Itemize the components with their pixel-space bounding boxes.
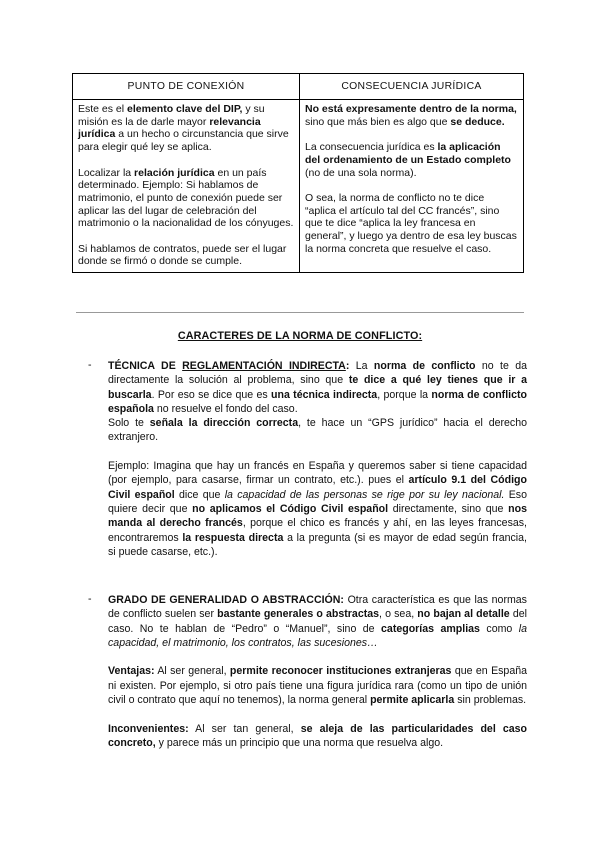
bullet-1: - — [88, 359, 92, 371]
left-paragraph-2: Localizar la relación jurídica en un país determinado. Ejemplo: Si hablamos de matrimonio, el punto de conexión puede ser aplicar las del lugar de celebración del matrimonio o la nacionalidad de los cónyuges. — [78, 166, 294, 230]
right-paragraph-3: O sea, la norma de conflicto no te dice “aplica el artículo tal del CC francés”, sino que te dice “aplica la ley francesa en general”, y luego ya dentro de esa ley buscas la norma concreta que resuelve el caso. — [305, 191, 517, 255]
item1-paragraph-1: TÉCNICA DE REGLAMENTACIÓN INDIRECTA: La norma de conflicto no te da directamente la solución al problema, sino que te dice a qué ley tienes que ir a buscarla. Por eso se dice que es una técnica indirecta, porque la norma de conflicto española no resuelve el fondo del caso. — [108, 360, 527, 415]
section-divider — [76, 312, 524, 313]
table-header-row — [73, 74, 524, 100]
header-consecuencia-juridica: CONSECUENCIA JURÍDICA — [300, 74, 524, 100]
left-paragraph-1: Este es el elemento clave del DIP, y su misión es la de darle mayor relevancia jurídica a un hecho o circunstancia que sirve para elegir qué ley se aplica. — [78, 103, 289, 154]
item2-ventajas: Ventajas: Al ser general, permite reconocer instituciones extranjeras que en España ni existen. Por ejemplo, si otro país tiene una figura jurídica rara (como un tipo de unión civil o contrato que aquí no tenemos), la norma general permite aplicarla sin problemas. — [108, 665, 528, 707]
right-paragraph-1: No está expresamente dentro de la norma, sino que más bien es algo que se deduce. — [305, 103, 517, 128]
item2-label: GRADO DE GENERALIDAD O ABSTRACCIÓN: — [108, 594, 344, 606]
item1-paragraph-3: Ejemplo: Imagina que hay un francés en España y queremos saber si tiene capacidad (por ejemplo, para casarse, firmar un contrato, etc.). pues el artículo 9.1 del Código Civil español dice que la capacidad de las personas se rige por su ley nacional. Eso quiere decir que no aplicamos el Código Civil español directamente, sino que nos manda al derecho francés, porque el chico es francés y ahí, en las leyes francesas, encontraremos la respuesta directa a la pregunta (si es mayor de edad según francia, si puede casarse, etc.). — [108, 460, 527, 558]
item2-paragraph-1: GRADO DE GENERALIDAD O ABSTRACCIÓN: Otra característica es que las normas de conflicto suelen ser bastante generales o abstractas, o sea, no bajan al detalle del caso. No te hablan de “Pedro” o “Manuel”, sino de categorías amplias como la capacidad, el matrimonio, los contratos, las sucesiones… — [108, 594, 528, 649]
bullet-2: - — [88, 593, 92, 605]
item-tecnica-reglamentacion — [108, 359, 527, 559]
connection-table — [72, 73, 524, 273]
table-body-row — [73, 100, 524, 273]
left-paragraph-3: Si hablamos de contratos, puede ser el lugar donde se firmó o donde se cumple. — [78, 242, 287, 268]
header-punto-conexion: PUNTO DE CONEXIÓN — [73, 74, 300, 100]
cell-punto-conexion — [73, 100, 300, 273]
item2-inconvenientes: Inconvenientes: Al ser tan general, se aleja de las particularidades del caso concreto, y parece más un principio que una norma que resuelva algo. — [108, 722, 527, 749]
item-grado-generalidad — [108, 593, 527, 750]
cell-consecuencia-juridica — [300, 100, 524, 273]
item1-paragraph-2: Solo te señala la dirección correcta, te hace un “GPS jurídico” hacia el derecho extranjero. — [108, 417, 527, 444]
item1-label: TÉCNICA DE REGLAMENTACIÓN INDIRECTA: — [108, 360, 350, 372]
right-paragraph-2: La consecuencia jurídica es la aplicación del ordenamiento de un Estado completo (no de una sola norma). — [305, 141, 511, 179]
section-title: CARACTERES DE LA NORMA DE CONFLICTO: — [177, 330, 423, 342]
